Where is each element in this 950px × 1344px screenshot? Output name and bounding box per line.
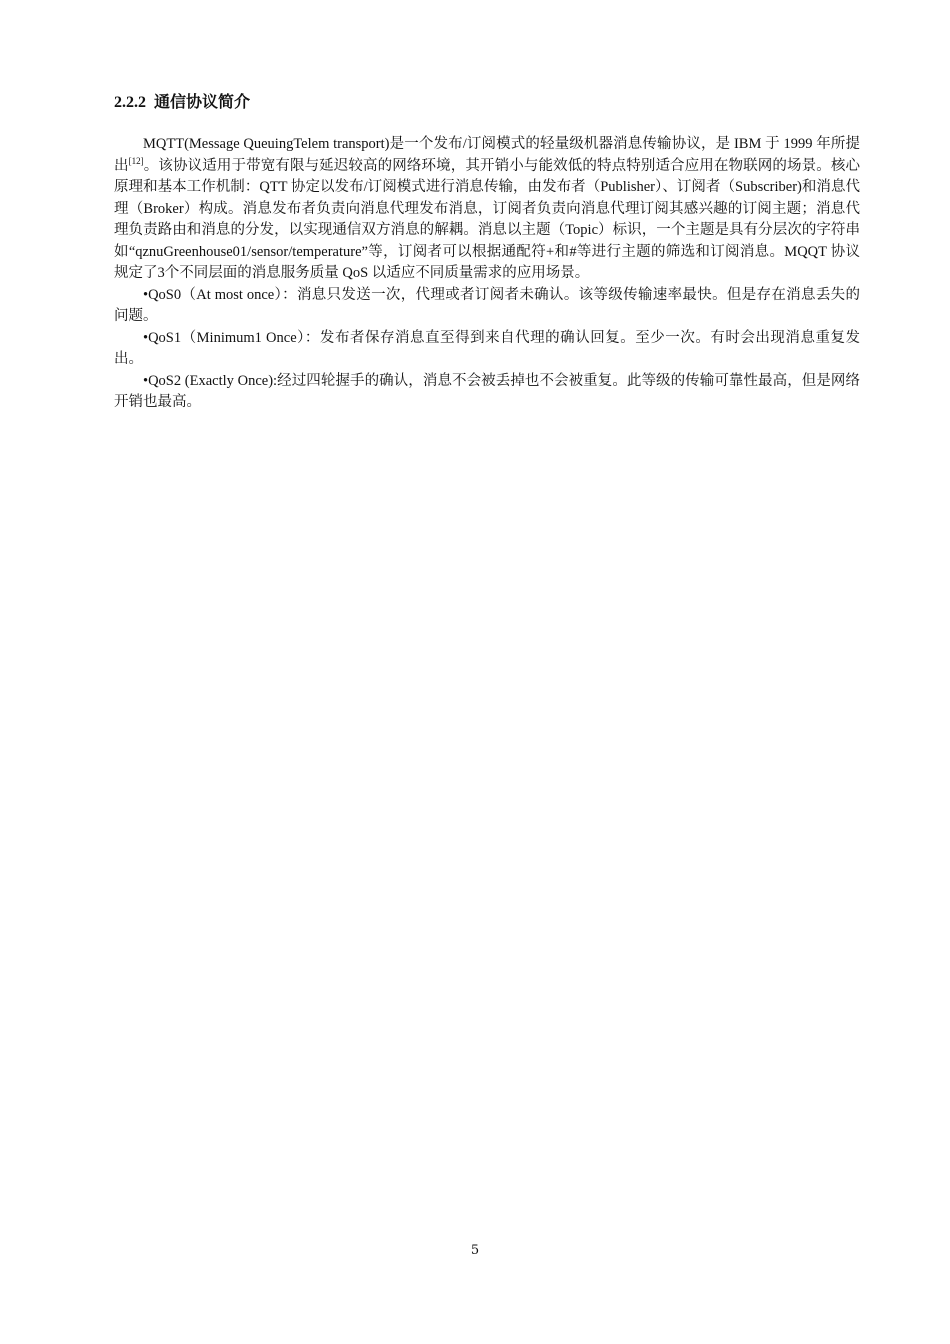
citation-ref: [12]	[128, 155, 144, 166]
paragraph-mqtt-intro	[114, 134, 860, 285]
section-heading	[114, 92, 250, 114]
intro-text-part-2: 。该协议适用于带宽有限与延迟较高的网络环境，其开销小与能效低的特点特别适合应用在物联网的场景。核心原理和基本工作机制：QTT 协定以发布/订阅模式进行消息传输，由发布者（Publisher）、订阅者（Subscriber)和消息代理（Broker）构成。消息发布者负责向消息代理发布消息，订阅者负责向消息代理订阅其感兴趣的订阅主题；消息代理负责路由和消息的分发，以实现通信双方消息的解耦。消息以主题（Topic）标识，一个主题是具有分层次的字符串如“qznuGreenhouse01/sensor/temperature”等，订阅者可以根据通配符+和#等进行主题的筛选和订阅消息。MQQT 协议规定了3个不同层面的消息服务质量 QoS 以适应不同质量需求的应用场景。	[114, 157, 861, 281]
section-title: 通信协议简介	[154, 94, 251, 111]
body-text	[114, 134, 860, 414]
section-number: 2.2.2	[114, 94, 146, 111]
paragraph-qos0: •QoS0（At most once）：消息只发送一次，代理或者订阅者未确认。该等级传输速率最快。但是存在消息丢失的问题。	[114, 286, 860, 324]
page-number: 5	[470, 1243, 480, 1258]
paragraph-qos1: •QoS1（Minimum1 Once）：发布者保存消息直至得到来自代理的确认回复。至少一次。有时会出现消息重复发出。	[114, 329, 860, 367]
intro-text-part-1: MQTT(Message QueuingTelem transport)是一个发布/订阅模式的轻量级机器消息传输协议，是 IBM 于 1999 年所提出	[114, 136, 860, 174]
paragraph-qos2: •QoS2 (Exactly Once):经过四轮握手的确认，消息不会被丢掉也不会被重复。此等级的传输可靠性最高，但是网络开销也最高。	[114, 372, 860, 410]
